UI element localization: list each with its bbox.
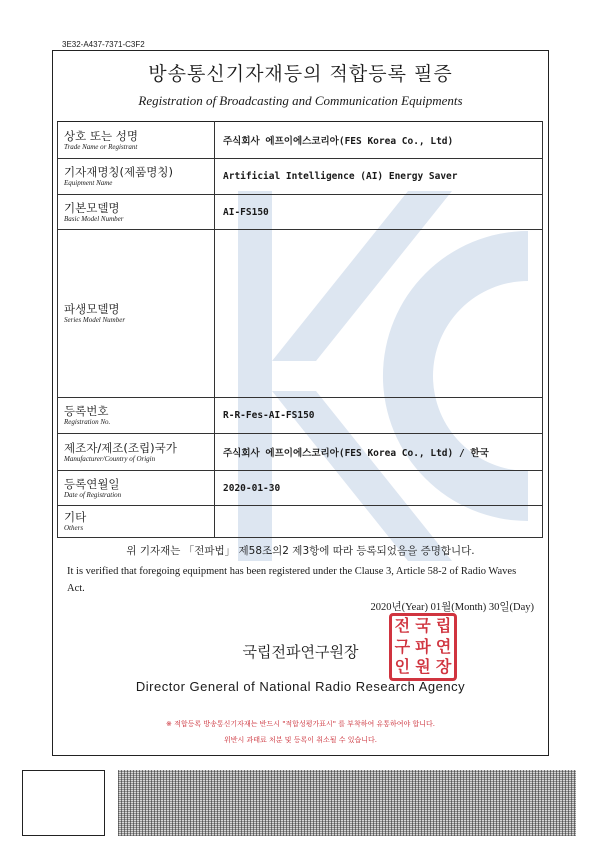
seal-char: 파 (415, 636, 431, 656)
value-basic-model: AI-FS150 (215, 195, 543, 230)
warning-note-line2: 위반시 과태료 처분 및 등록이 취소될 수 있습니다. (223, 736, 378, 744)
value-equipment-name: Artificial Intelligence (AI) Energy Saver (215, 159, 543, 195)
label-korean: 등록연월일 (64, 476, 120, 491)
warning-note-line1: ※ 적합등록 방송통신기자재는 반드시 "적합성평가표시" 를 부착하여 유통하여야 합니다. (166, 720, 435, 728)
certification-english: It is verified that foregoing equipment has been registered under the Clause 3, Article 58-2 of Radio Waves Act. (67, 566, 517, 594)
label-cell (58, 506, 215, 538)
label-korean: 등록번호 (64, 404, 109, 418)
value-registration-date: 2020-01-30 (215, 471, 543, 506)
barcode-strip (118, 770, 576, 836)
label-korean: 제조자/제조(조립)국가 (64, 440, 177, 455)
registration-table (57, 121, 543, 538)
value-trade-name: 주식회사 에프이에스코리아(FES Korea Co., Ltd) (215, 122, 543, 159)
table-row (58, 122, 543, 159)
label-english: Others (64, 524, 84, 532)
seal-char: 연 (435, 636, 452, 656)
stub-box (22, 770, 105, 836)
certification-korean: 위 기자재는 「전파법」 제58조의2 제3항에 따라 등록되었음을 증명합니다. (126, 545, 475, 557)
seal-char: 립 (435, 616, 452, 635)
issue-date: 2020년(Year) 01월(Month) 30일(Day) (370, 602, 534, 613)
seal-char: 전 (394, 616, 411, 635)
value-others (215, 506, 543, 538)
title-korean: 방송통신기자재등의 적합등록 필증 (148, 63, 453, 85)
seal-char: 원 (415, 657, 431, 677)
label-korean: 기본모델명 (64, 200, 120, 215)
table-row (58, 471, 543, 506)
label-cell (58, 398, 215, 434)
value-registration-no: R-R-Fes-AI-FS150 (215, 398, 543, 434)
issuer-korean: 국립전파연구원장 (242, 643, 359, 661)
title-english: Registration of Broadcasting and Communication Equipments (138, 93, 463, 108)
label-cell (58, 230, 215, 398)
label-english: Date of Registration (64, 490, 122, 499)
table-row (58, 506, 543, 538)
label-korean: 기자재명칭(제품명칭) (64, 165, 173, 179)
label-cell (58, 195, 215, 230)
seal-char: 인 (394, 657, 411, 677)
value-series-model (215, 230, 543, 398)
table-row (58, 195, 543, 230)
seal-char: 구 (394, 636, 411, 656)
label-english: Manufacturer/Country of Origin (64, 454, 156, 463)
label-cell (58, 122, 215, 159)
seal-char: 장 (435, 657, 452, 677)
table-row (58, 398, 543, 434)
label-cell (58, 159, 215, 195)
label-english: Equipment Name (64, 179, 113, 187)
issuer-english: Director General of National Radio Research Agency (135, 679, 466, 694)
label-korean: 파생모델명 (64, 302, 120, 316)
official-seal-icon (389, 613, 457, 681)
label-english: Series Model Number (64, 316, 126, 324)
label-english: Trade Name or Registrant (64, 142, 138, 151)
value-manufacturer: 주식회사 에프이에스코리아(FES Korea Co., Ltd) / 한국 (215, 434, 543, 471)
table-row (58, 230, 543, 398)
seal-char: 국 (415, 616, 431, 635)
label-english: Registration No. (64, 418, 111, 426)
label-cell (58, 434, 215, 471)
document-id: 3E32-A437-7371-C3F2 (62, 40, 145, 49)
table-row (58, 159, 543, 195)
label-korean: 기타 (64, 510, 87, 524)
label-korean: 상호 또는 성명 (64, 128, 138, 143)
certificate-frame (52, 50, 549, 756)
label-cell (58, 471, 215, 506)
label-english: Basic Model Number (64, 214, 124, 223)
table-row (58, 434, 543, 471)
